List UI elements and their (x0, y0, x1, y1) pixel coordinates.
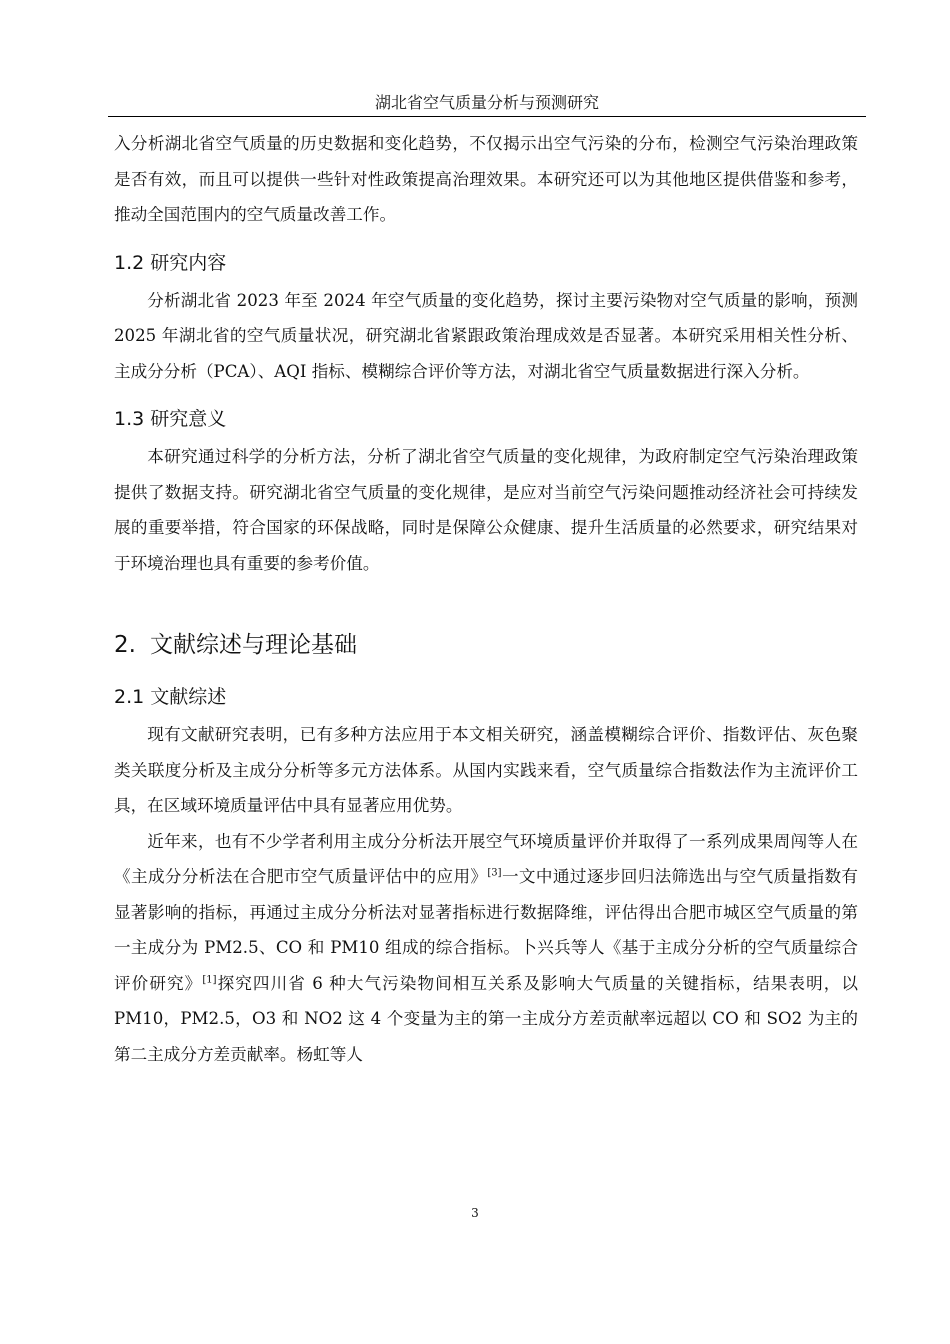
running-header: 湖北省空气质量分析与预测研究 (374, 93, 599, 112)
chapter-title: 文献综述与理论基础 (149, 632, 357, 658)
chapter-number: 2. (114, 632, 136, 658)
text-run: 近年来，也有不少学者利用主成分分析法开展空气环境质量评价并取得了一系列成果周闯等人在《主成分分析法在合肥市空气质量评估中的应用》 (114, 831, 858, 886)
header-divider (108, 116, 866, 117)
paragraph-literature-1: 现有文献研究表明，已有多种方法应用于本文相关研究，涵盖模糊综合评价、指数评估、灰色聚类关联度分析及主成分分析等多元方法体系。从国内实践来看，空气质量综合指数法作为主流评价工具，在区域环境质量评估中具有显著应用优势。 (114, 725, 858, 815)
section-heading-1-3: 1.3 研究意义 (114, 408, 227, 430)
paragraph-literature-2 (114, 824, 858, 1073)
section-heading-1-2: 1.2 研究内容 (114, 251, 227, 274)
paragraph-intro-continued: 入分析湖北省空气质量的历史数据和变化趋势，不仅揭示出空气污染的分布，检测空气污染治理政策是否有效，而且可以提供一些针对性政策提高治理效果。本研究还可以为其他地区提供借鉴和参考，推动全国范围内的空气质量改善工作。 (114, 134, 858, 224)
citation-ref[interactable]: [1] (202, 973, 217, 985)
citation-ref[interactable]: [3] (487, 867, 502, 879)
paragraph-research-significance: 本研究通过科学的分析方法，分析了湖北省空气质量的变化规律，为政府制定空气污染治理政策提供了数据支持。研究湖北省空气质量的变化规律，是应对当前空气污染问题推动经济社会可持续发展的重要举措，符合国家的环保战略，同时是保障公众健康、提升生活质量的必然要求，研究结果对于环境治理也具有重要的参考价值。 (114, 447, 858, 573)
text-run: 一文中通过逐步回归法筛选出与空气质量指数有显著影响的指标，再通过主成分分析法对显著指标进行数据降维，评估得出合肥市城区空气质量的第一主成分为 PM2.5、CO 和 PM10 组成的综合指标。卜兴兵等人《基于主成分分析的空气质量综合评价研究》 (114, 867, 859, 993)
body-content (114, 126, 858, 1072)
page-number: 3 (471, 1206, 479, 1220)
paragraph-research-content: 分析湖北省 2023 年至 2024 年空气质量的变化趋势，探讨主要污染物对空气质量的影响，预测 2025 年湖北省的空气质量状况，研究湖北省紧跟政策治理成效是否显著。本研究采用相关性分析、主成分分析（PCA）、AQI 指标、模糊综合评价等方法，对湖北省空气质量数据进行深入分析。 (114, 290, 858, 381)
chapter-heading-2 (114, 627, 858, 663)
section-heading-2-1: 2.1 文献综述 (114, 686, 227, 708)
text-run: 探究四川省 6 种大气污染物间相互关系及影响大气质量的关键指标，结果表明，以 PM10，PM2.5，O3 和 NO2 这 4 个变量为主的第一主成分方差贡献率远超以 CO 和 SO2 为主的第二主成分方差贡献率。杨虹等人 (114, 973, 859, 1064)
